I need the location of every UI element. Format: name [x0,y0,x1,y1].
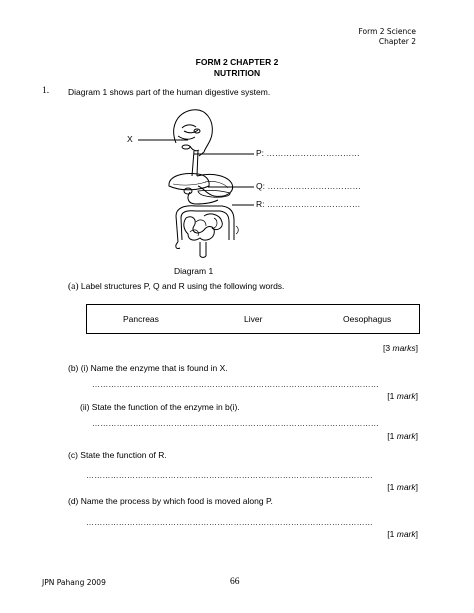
label-r: R: …………………………… [256,199,361,209]
part-a-text [68,281,284,292]
word-liver: Liver [244,314,263,324]
label-p: P: …………………………… [256,148,360,158]
label-q: Q: …………………………… [256,181,361,191]
question-number: 1. [42,86,50,96]
part-a-prefix: (a) [68,282,79,292]
part-d-question: (d) Name the process by which food is moved along P. [68,496,273,506]
part-b-i-question: (b) (i) Name the enzyme that is found in X. [68,363,228,373]
word-bank-box [86,304,420,334]
page-title: FORM 2 CHAPTER 2 [195,57,279,67]
part-c-marks: [1 mark] [387,482,418,492]
part-b-ii-answer-line[interactable]: …………………………………………………………………………………………… [92,419,379,428]
part-a-question: Label structures P, Q and R using the following words. [80,281,285,291]
part-b-ii-question: (ii) State the function of the enzyme in b(i). [80,402,240,412]
word-pancreas: Pancreas [123,314,159,324]
part-d-answer-line[interactable]: …………………………………………………………………………………………… [86,518,373,527]
diagram-caption: Diagram 1 [174,266,214,276]
part-c-answer-line[interactable]: …………………………………………………………………………………………… [86,471,373,480]
page-subtitle: NUTRITION [213,68,261,78]
part-b-i-answer-line[interactable]: …………………………………………………………………………………………… [92,380,379,389]
question-intro: Diagram 1 shows part of the human digestive system. [68,87,271,97]
part-b-i-marks: [1 mark] [387,391,418,401]
header-form: Form 2 Science [358,27,416,36]
part-b-ii-marks: [1 mark] [387,431,418,441]
part-d-marks: [1 mark] [387,529,418,539]
page-number: 66 [230,577,240,587]
part-c-question: (c) State the function of R. [68,450,167,460]
footer-source: JPN Pahang 2009 [42,578,106,587]
part-a-marks: [3 marks] [383,343,418,353]
word-oesophagus: Oesophagus [343,314,392,324]
header-chapter: Chapter 2 [378,37,416,46]
label-x: X [127,134,133,144]
